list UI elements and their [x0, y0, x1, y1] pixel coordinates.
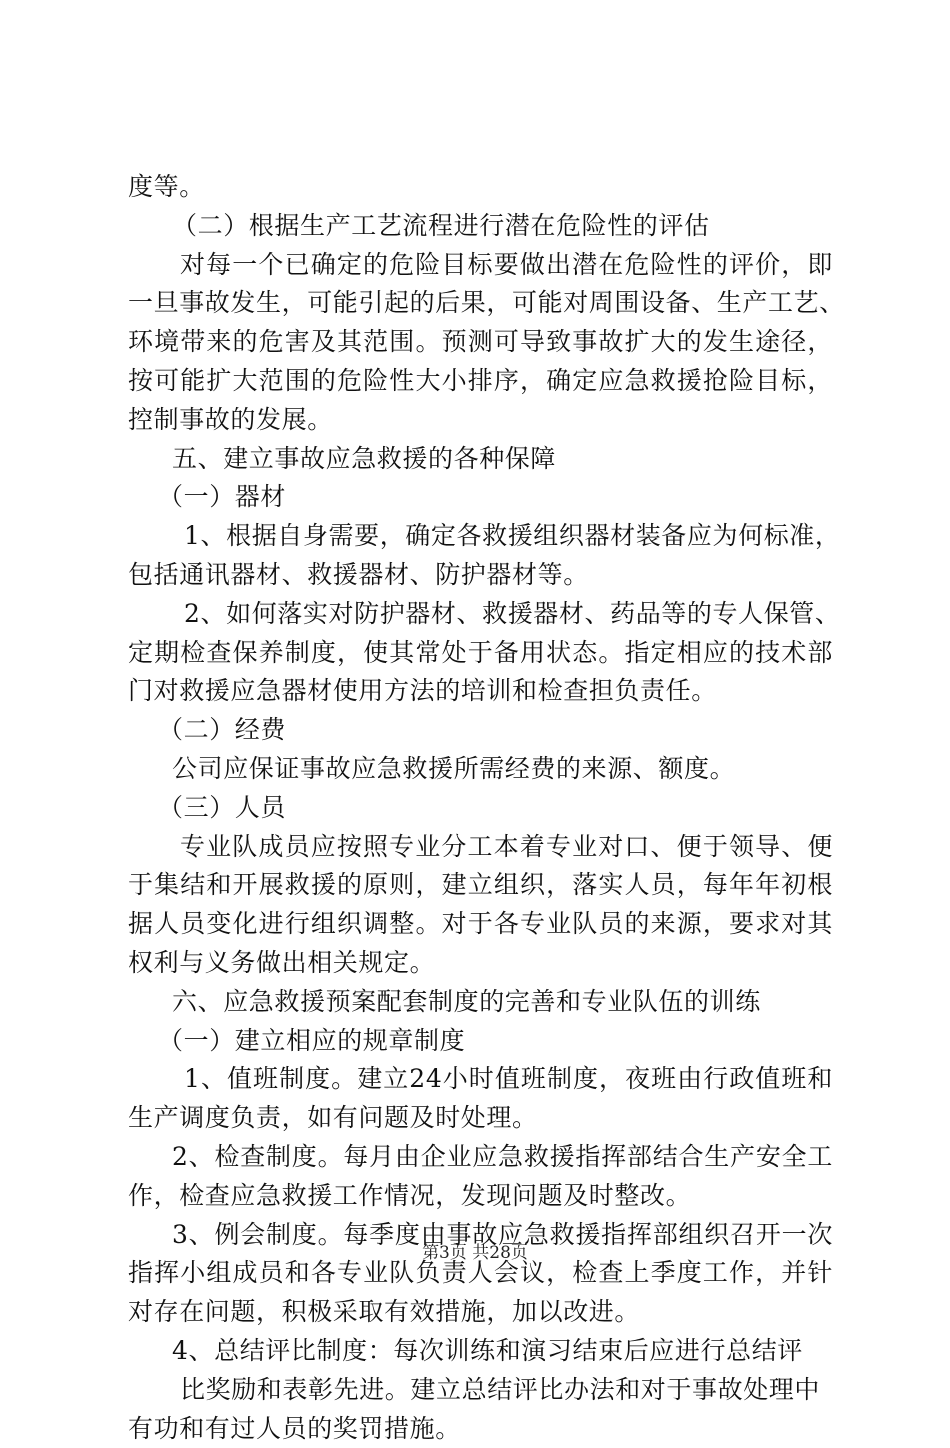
text-line: 对存在问题，积极采取有效措施，加以改进。	[128, 1293, 833, 1332]
text-line: 生产调度负责，如有问题及时处理。	[128, 1099, 833, 1138]
text-line: 门对救援应急器材使用方法的培训和检查担负责任。	[128, 672, 833, 711]
text-line: 包括通讯器材、救援器材、防护器材等。	[128, 556, 833, 595]
text-line: 4、总结评比制度：每次训练和演习结束后应进行总结评	[128, 1332, 833, 1371]
text-line: 1、值班制度。建立24小时值班制度，夜班由行政值班和	[128, 1060, 833, 1099]
text-line: 定期检查保养制度，使其常处于备用状态。指定相应的技术部	[128, 634, 833, 673]
text-line: 控制事故的发展。	[128, 401, 833, 440]
text-line: 3、例会制度。每季度由事故应急救援指挥部组织召开一次	[128, 1216, 833, 1255]
text-line: 2、如何落实对防护器材、救援器材、药品等的专人保管、	[128, 595, 833, 634]
subsection-heading: （一）建立相应的规章制度	[128, 1022, 833, 1061]
page-number-footer: 第3页 共28页	[0, 1238, 950, 1263]
text-line: 有功和有过人员的奖罚措施。	[128, 1410, 833, 1448]
text-line: 权利与义务做出相关规定。	[128, 944, 833, 983]
subsection-heading: （二）经费	[128, 711, 833, 750]
text-line: 专业队成员应按照专业分工本着专业对口、便于领导、便	[128, 828, 833, 867]
text-line: 1、根据自身需要，确定各救援组织器材装备应为何标准，	[128, 517, 833, 556]
text-line: 作，检查应急救援工作情况，发现问题及时整改。	[128, 1177, 833, 1216]
text-line: 据人员变化进行组织调整。对于各专业队员的来源，要求对其	[128, 905, 833, 944]
text-line: 于集结和开展救援的原则，建立组织，落实人员，每年年初根	[128, 866, 833, 905]
text-line: 按可能扩大范围的危险性大小排序，确定应急救援抢险目标，	[128, 362, 833, 401]
subsection-heading: （二）根据生产工艺流程进行潜在危险性的评估	[128, 207, 833, 246]
text-line: 一旦事故发生，可能引起的后果，可能对周围设备、生产工艺、	[128, 284, 833, 323]
text-line: 指挥小组成员和各专业队负责人会议，检查上季度工作，并针	[128, 1254, 833, 1293]
subsection-heading: （三）人员	[128, 789, 833, 828]
text-line: 度等。	[128, 168, 833, 207]
section-heading: 五、建立事故应急救援的各种保障	[128, 440, 833, 479]
section-heading: 六、应急救援预案配套制度的完善和专业队伍的训练	[128, 983, 833, 1022]
text-line: 对每一个已确定的危险目标要做出潜在危险性的评价，即	[128, 246, 833, 285]
text-line: 公司应保证事故应急救援所需经费的来源、额度。	[128, 750, 833, 789]
subsection-heading: （一）器材	[128, 478, 833, 517]
text-line: 2、检查制度。每月由企业应急救援指挥部结合生产安全工	[128, 1138, 833, 1177]
text-line: 比奖励和表彰先进。建立总结评比办法和对于事故处理中	[128, 1371, 833, 1410]
text-line: 环境带来的危害及其范围。预测可导致事故扩大的发生途径，	[128, 323, 833, 362]
